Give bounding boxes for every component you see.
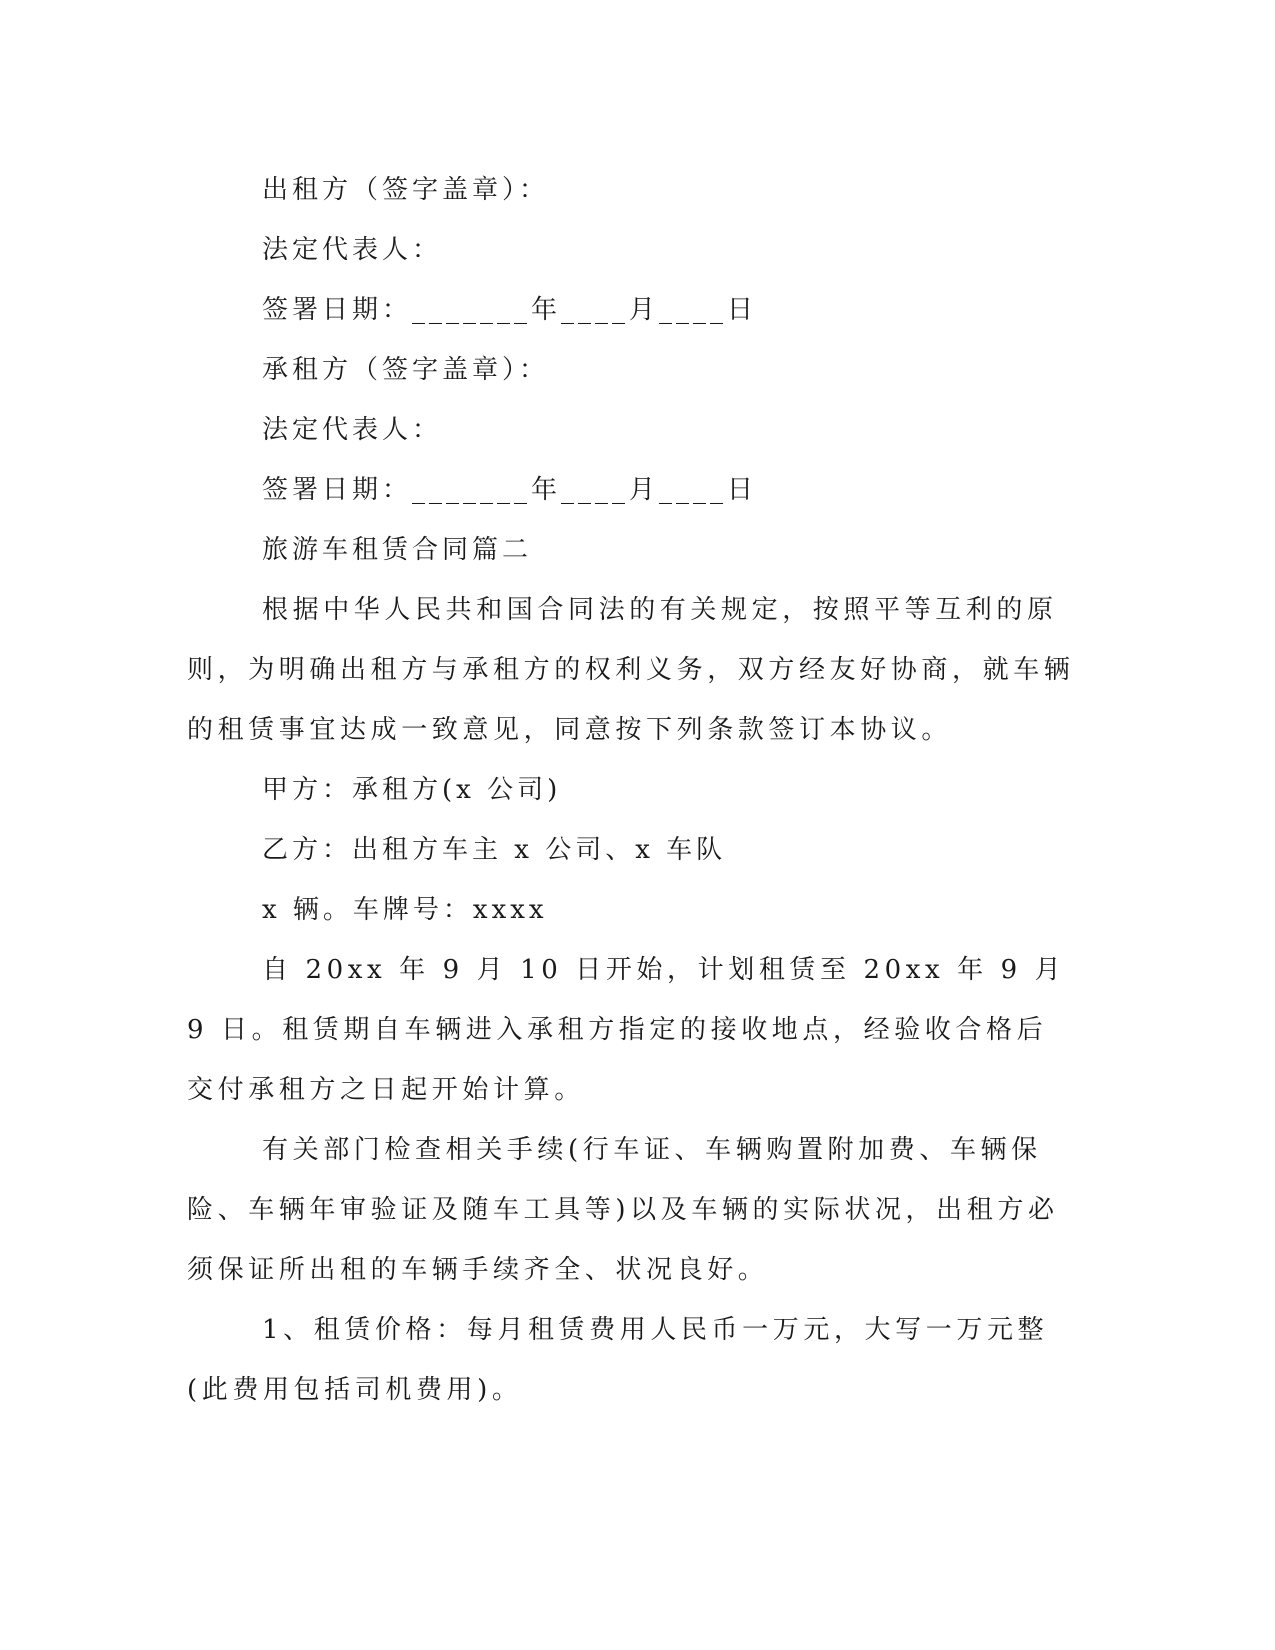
lessor-representative-line: 法定代表人： bbox=[262, 235, 443, 265]
document-body bbox=[187, 160, 1077, 1420]
preamble-paragraph: 根据中华人民共和国合同法的有关规定，按照平等互利的原则，为明确出租方与承租方的权利义务，双方经友好协商，就车辆的租赁事宜达成一致意见，同意按下列条款签订本协议。 bbox=[187, 595, 1075, 745]
inspection-paragraph: 有关部门检查相关手续(行车证、车辆购置附加费、车辆保险、车辆年审验证及随车工具等)以及车辆的实际状况，出租方必须保证所出租的车辆手续齐全、状况良好。 bbox=[187, 1135, 1059, 1285]
section-title: 旅游车租赁合同篇二 bbox=[262, 535, 533, 565]
term-paragraph: 自 20xx 年 9 月 10 日开始，计划租赁至 20xx 年 9 月 9 日。租赁期自车辆进入承租方指定的接收地点，经验收合格后交付承租方之日起开始计算。 bbox=[187, 955, 1066, 1105]
lessor-signature-line: 出租方（签字盖章）： bbox=[262, 175, 550, 205]
lessor-date-line: 签署日期：_______年____月____日 bbox=[262, 295, 758, 325]
lessee-signature-line: 承租方（签字盖章）： bbox=[262, 355, 550, 385]
vehicle-line: x 辆。车牌号：xxxx bbox=[262, 895, 548, 925]
party-a-line: 甲方：承租方(x 公司) bbox=[262, 775, 562, 805]
lessee-date-line: 签署日期：_______年____月____日 bbox=[262, 475, 758, 505]
lessee-representative-line: 法定代表人： bbox=[262, 415, 443, 445]
price-paragraph: 1、租赁价格：每月租赁费用人民币一万元，大写一万元整(此费用包括司机费用)。 bbox=[187, 1315, 1049, 1405]
party-b-line: 乙方：出租方车主 x 公司、x 车队 bbox=[262, 835, 727, 865]
